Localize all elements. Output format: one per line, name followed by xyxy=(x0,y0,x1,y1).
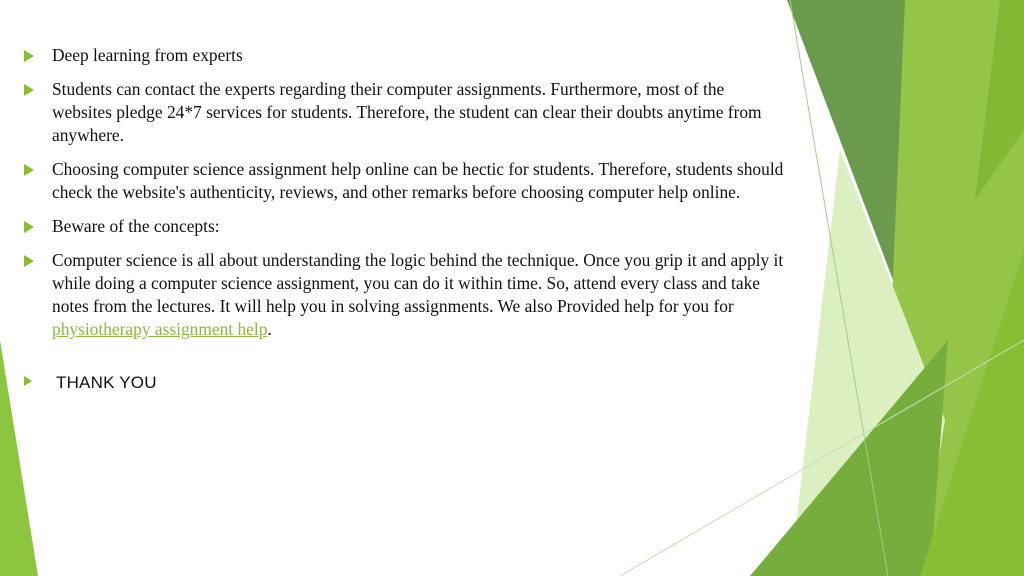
bullet-item xyxy=(24,249,784,341)
bullet-text-end: . xyxy=(267,319,272,339)
physiotherapy-assignment-help-link[interactable]: physiotherapy assignment help xyxy=(52,319,268,339)
bullet-text: Computer science is all about understanding the logic behind the technique. Once you grip it and apply it while doing a computer science assignment, you can do it within time. So, attend every class and take notes from the lectures. It will help you in solving assignments. We also Provided help for you for xyxy=(52,250,784,316)
bullet-item xyxy=(24,215,784,238)
thank-you-text: THANK YOU xyxy=(56,373,157,392)
bullet-item xyxy=(24,78,784,147)
bullet-text: Students can contact the experts regarding their computer assignments. Furthermore, most of the websites pledge 24*7 services for students. Therefore, the student can clear their doubts anytime from anywhere. xyxy=(52,79,762,145)
bullet-list xyxy=(24,44,784,405)
triangle-bullet-icon xyxy=(24,50,34,62)
triangle-bullet-icon xyxy=(24,376,32,386)
bullet-text: Beware of the concepts: xyxy=(52,216,220,236)
bullet-text: Deep learning from experts xyxy=(52,45,243,65)
bullet-item xyxy=(24,158,784,204)
triangle-bullet-icon xyxy=(24,255,34,267)
closing-item xyxy=(24,371,784,394)
triangle-bullet-icon xyxy=(24,164,34,176)
bullet-item xyxy=(24,44,784,67)
triangle-bullet-icon xyxy=(24,221,34,233)
bullet-text: Choosing computer science assignment help online can be hectic for students. Therefore, students should check the website's authenticity, reviews, and other remarks before choosing computer help online. xyxy=(52,159,784,202)
triangle-bullet-icon xyxy=(24,84,34,96)
